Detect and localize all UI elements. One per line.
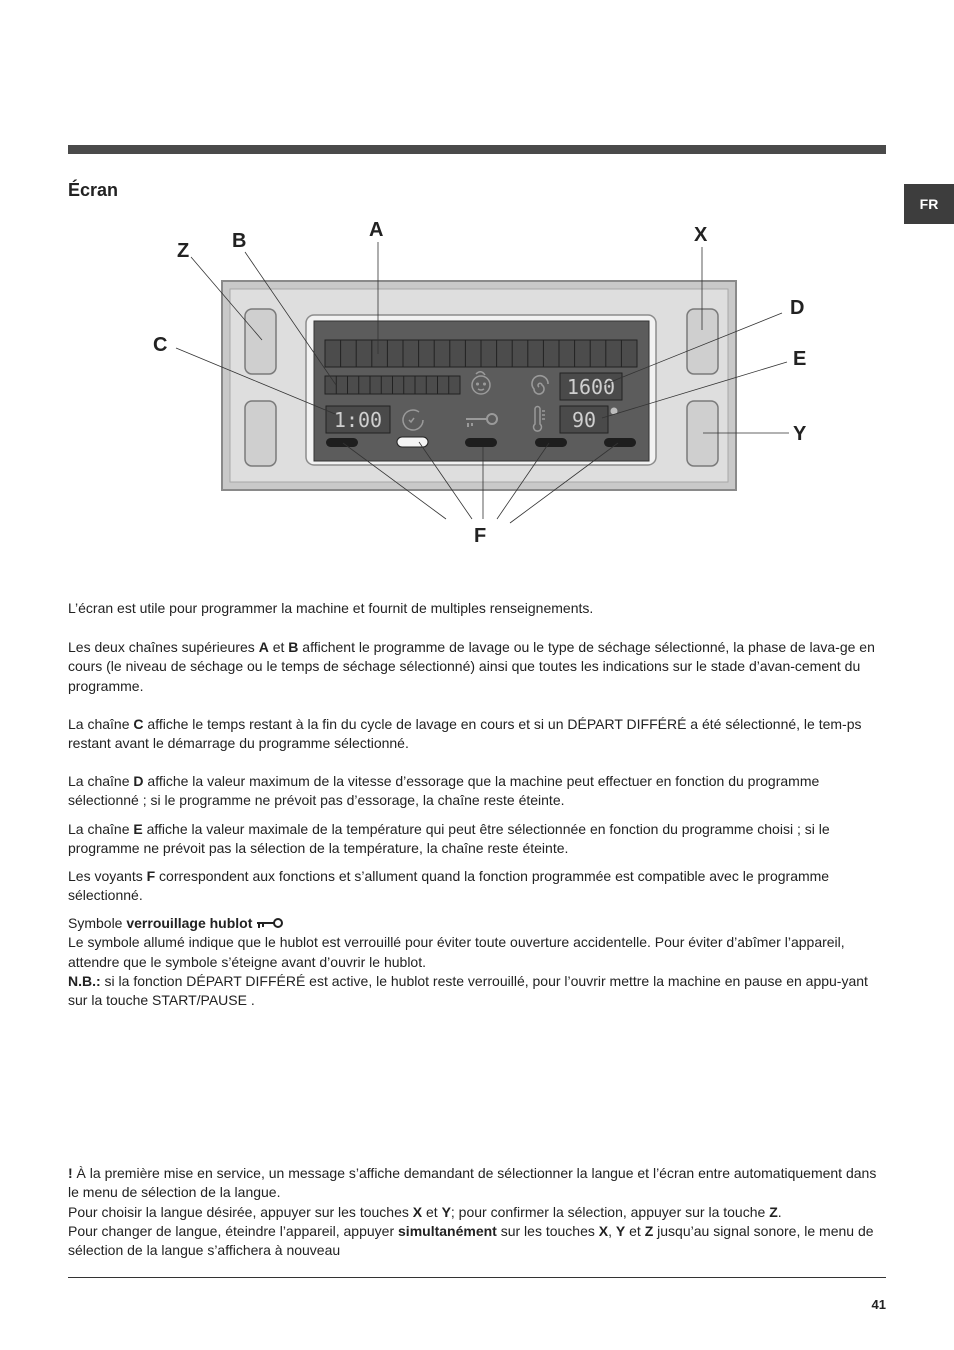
button-z[interactable]: [245, 309, 276, 374]
paragraph-indicators-f: Les voyants F correspondent aux fonctions et s’allument quand la fonction programmée est compatible avec le programme sélectionné.: [68, 868, 830, 904]
chain-b: [325, 376, 460, 394]
display-diagram: [0, 200, 954, 560]
label-x: X: [694, 224, 708, 246]
paragraph-chain-e: La chaîne E affiche la valeur maximale de la température qui peut être sélectionnée en fonction du programme choisi ; si le programme ne prévoit pas la sélection de la température, la chaîne reste éteinte.: [68, 821, 830, 857]
language-tab: FR: [904, 184, 954, 224]
paragraph-chains-ab: Les deux chaînes supérieures A et B affichent le programme de lavage ou le type de séchage sélectionné, la phase de lava-ge en cours (le niveau de séchage ou le temps de séchage sélectionné) ainsi que toutes les indications sur le stade d’avan-cement du programme.: [68, 639, 875, 694]
paragraph-chain-d: La chaîne D affiche la valeur maximum de la vitesse d’essorage que la machine peut effectuer en fonction du programme sélectionné ; si le programme ne prévoit pas d’essorage, la chaîne reste éteinte.: [68, 773, 820, 809]
bottom-rule: [68, 1277, 886, 1278]
label-f: F: [474, 525, 487, 547]
indicator-f1: [326, 438, 358, 447]
section-heading: Écran: [68, 180, 119, 200]
door-lock-key-icon: [256, 917, 284, 929]
paragraph-door-lock: Symbole verrouillage hublot Le symbole allumé indique que le hublot est verrouillé pour éviter toute ouverture accidentelle. Pour éviter d’abîmer l’appareil, attendre que le symbole s’éteigne avant d’ouvrir le hublot. N.B.: si la fonction DÉPART DIFFÉRÉ est active, le hublot reste verrouillé, pour l’ouvrir mettre la machine en pause en appu-yant sur la touche START/PAUSE .: [68, 915, 868, 1009]
top-rule: [68, 145, 886, 154]
paragraph-chain-c: La chaîne C affiche le temps restant à la fin du cycle de lavage en cours et si un DÉPART DIFFÉRÉ a été sélectionné, le tem-ps restant avant le démarrage du programme sélectionné.: [68, 716, 862, 752]
label-c: C: [153, 334, 168, 356]
button-lower-left[interactable]: [245, 401, 276, 466]
chain-e-digits: 90: [571, 408, 597, 432]
chain-d-digits: 1600: [566, 375, 616, 399]
label-y: Y: [793, 423, 807, 445]
label-a: A: [369, 219, 384, 241]
label-e: E: [793, 348, 807, 370]
label-d: D: [790, 297, 805, 319]
chain-c-digits: 1:00: [333, 408, 383, 432]
indicator-f4: [535, 438, 567, 447]
indicator-f5: [604, 438, 636, 447]
paragraph-intro: L’écran est utile pour programmer la machine et fournit de multiples renseignements.: [68, 600, 594, 616]
paragraph-language: ! À la première mise en service, un message s’affiche demandant de sélectionner la langue et l’écran entre automatiquement dans le menu de sélection de la langue. Pour choisir la langue désirée, appuyer sur les touches X et Y; pour confirmer la sélection, appuyer sur la touche Z. Pour changer de langue, éteindre l’appareil, appuyer simultanément sur les touches X, Y et Z jusqu’au signal sonore, le menu de sélection de la langue s’affichera à nouveau: [68, 1165, 877, 1259]
indicator-f3: [465, 438, 497, 447]
page-number: 41: [871, 1297, 886, 1312]
button-y[interactable]: [687, 401, 718, 466]
indicator-f2: [397, 437, 428, 447]
label-z: Z: [177, 240, 190, 262]
button-x[interactable]: [687, 309, 718, 374]
label-b: B: [232, 230, 247, 252]
chain-a: [325, 340, 637, 367]
